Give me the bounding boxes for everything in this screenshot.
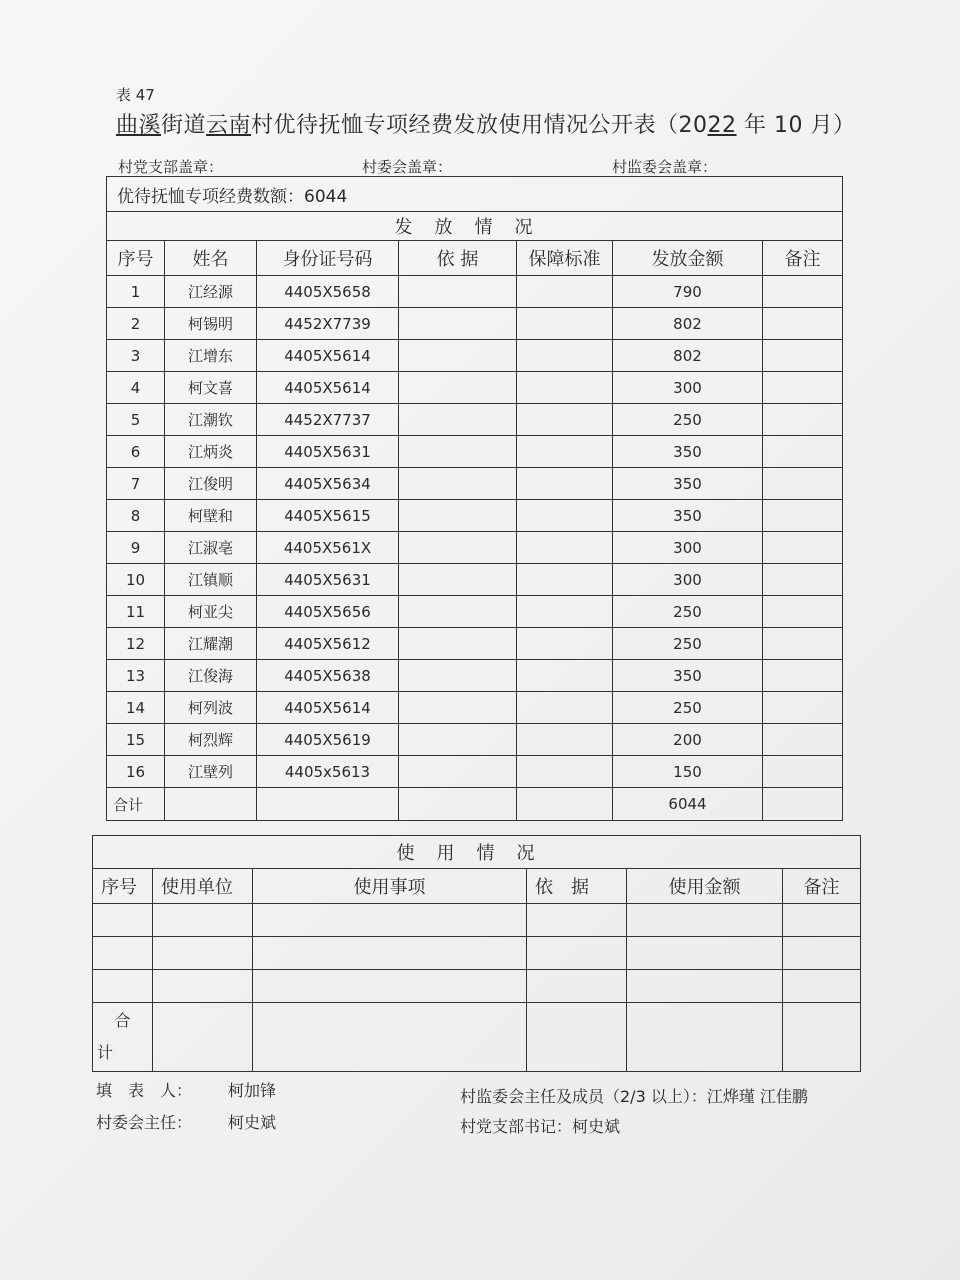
row-name: 江耀潮 <box>165 628 257 660</box>
row-remark <box>763 276 843 308</box>
row-no: 8 <box>107 500 165 532</box>
title-part-5: 22 <box>707 113 737 138</box>
row-id: 4405X5634 <box>257 468 399 500</box>
row-basis <box>399 372 517 404</box>
row-remark <box>763 436 843 468</box>
row-id: 4405X5631 <box>257 564 399 596</box>
fund-amount: 优待抚恤专项经费数额：6044 <box>107 177 843 212</box>
secretary-name: 柯史斌 <box>572 1117 621 1136</box>
row-id: 4405X5619 <box>257 724 399 756</box>
usage-total-label-top: 合 <box>114 1011 131 1030</box>
distribution-section-title: 发放情况 <box>107 212 843 241</box>
row-name: 柯壁和 <box>165 500 257 532</box>
row-basis <box>399 596 517 628</box>
row-amount: 250 <box>613 404 763 436</box>
row-name: 江增东 <box>165 340 257 372</box>
title-part-2: 街道 <box>161 113 207 138</box>
row-no: 12 <box>107 628 165 660</box>
row-basis <box>399 532 517 564</box>
row-remark <box>763 564 843 596</box>
row-id: 4405X5614 <box>257 372 399 404</box>
blank-cell <box>153 970 253 1003</box>
row-id: 4452X7737 <box>257 404 399 436</box>
row-amount: 790 <box>613 276 763 308</box>
total-empty-cell <box>763 788 843 821</box>
row-id: 4405X5656 <box>257 596 399 628</box>
blank-cell <box>783 1003 861 1072</box>
header-amount: 发放金额 <box>613 241 763 276</box>
distribution-table <box>106 176 843 821</box>
row-no: 4 <box>107 372 165 404</box>
row-remark <box>763 596 843 628</box>
total-empty-cell <box>517 788 613 821</box>
row-amount: 200 <box>613 724 763 756</box>
row-basis <box>399 436 517 468</box>
title-part-3: 云南 <box>206 113 252 138</box>
supervision-seal-label: 村监委会盖章： <box>612 158 718 176</box>
row-name: 江炳炎 <box>165 436 257 468</box>
row-basis <box>399 404 517 436</box>
row-name: 柯烈辉 <box>165 724 257 756</box>
distribution-total-label: 合计 <box>107 788 165 821</box>
row-id: 4405X5614 <box>257 340 399 372</box>
blank-cell <box>527 904 627 937</box>
total-empty-cell <box>399 788 517 821</box>
title-part-4: 村优待抚恤专项经费发放使用情况公开表（20 <box>251 113 708 138</box>
row-remark <box>763 724 843 756</box>
supervision-members: 江烨瑾 江佳鹏 <box>706 1087 808 1106</box>
usage-header-remark: 备注 <box>783 869 861 904</box>
row-id: 4405X561X <box>257 532 399 564</box>
row-name: 柯文喜 <box>165 372 257 404</box>
distribution-total-amount: 6044 <box>613 788 763 821</box>
row-name: 江俊明 <box>165 468 257 500</box>
row-remark <box>763 532 843 564</box>
row-id: 4405X5658 <box>257 276 399 308</box>
filler-line <box>96 1078 276 1101</box>
header-standard: 保障标准 <box>517 241 613 276</box>
blank-cell <box>153 1003 253 1072</box>
row-basis <box>399 628 517 660</box>
blank-cell <box>627 937 783 970</box>
title-part-1: 曲溪 <box>116 113 162 138</box>
row-amount: 300 <box>613 372 763 404</box>
director-line <box>96 1110 276 1133</box>
row-no: 10 <box>107 564 165 596</box>
blank-cell <box>153 937 253 970</box>
row-basis <box>399 692 517 724</box>
usage-table <box>92 835 861 1072</box>
blank-cell <box>93 970 153 1003</box>
usage-header-item: 使用事项 <box>253 869 527 904</box>
table-row <box>107 404 843 436</box>
blank-cell <box>93 937 153 970</box>
row-remark <box>763 660 843 692</box>
blank-cell <box>627 904 783 937</box>
header-no: 序号 <box>107 241 165 276</box>
row-id: 4405X5631 <box>257 436 399 468</box>
blank-cell <box>783 937 861 970</box>
header-remark: 备注 <box>763 241 843 276</box>
row-basis <box>399 500 517 532</box>
filler-label: 填 表 人： <box>96 1081 193 1100</box>
row-standard <box>517 308 613 340</box>
row-remark <box>763 500 843 532</box>
row-no: 5 <box>107 404 165 436</box>
row-amount: 250 <box>613 628 763 660</box>
supervision-line <box>460 1084 808 1107</box>
row-amount: 300 <box>613 532 763 564</box>
row-standard <box>517 404 613 436</box>
supervision-label: 村监委会主任及成员（2/3 以上）： <box>460 1087 707 1106</box>
blank-cell <box>527 937 627 970</box>
row-standard <box>517 532 613 564</box>
row-remark <box>763 628 843 660</box>
table-row <box>107 628 843 660</box>
blank-cell <box>627 1003 783 1072</box>
usage-section-title: 使用情况 <box>93 836 861 869</box>
row-no: 13 <box>107 660 165 692</box>
row-name: 江淑亳 <box>165 532 257 564</box>
row-standard <box>517 500 613 532</box>
row-remark <box>763 468 843 500</box>
usage-header-no: 序号 <box>93 869 153 904</box>
row-no: 1 <box>107 276 165 308</box>
table-row <box>107 468 843 500</box>
blank-cell <box>783 904 861 937</box>
header-basis: 依 据 <box>399 241 517 276</box>
total-empty-cell <box>165 788 257 821</box>
blank-cell <box>627 970 783 1003</box>
row-id: 4405x5613 <box>257 756 399 788</box>
header-id: 身份证号码 <box>257 241 399 276</box>
row-remark <box>763 404 843 436</box>
table-row <box>107 308 843 340</box>
blank-cell <box>153 904 253 937</box>
row-basis <box>399 276 517 308</box>
page-title <box>116 108 856 139</box>
table-row <box>107 372 843 404</box>
table-row <box>107 692 843 724</box>
table-row <box>107 756 843 788</box>
row-amount: 350 <box>613 468 763 500</box>
row-no: 9 <box>107 532 165 564</box>
blank-cell <box>253 970 527 1003</box>
blank-cell <box>527 970 627 1003</box>
row-amount: 350 <box>613 500 763 532</box>
director-label: 村委会主任： <box>96 1113 193 1132</box>
row-name: 江壁列 <box>165 756 257 788</box>
row-amount: 300 <box>613 564 763 596</box>
row-standard <box>517 660 613 692</box>
usage-header-basis: 依 据 <box>527 869 627 904</box>
row-remark <box>763 308 843 340</box>
row-name: 柯列波 <box>165 692 257 724</box>
row-no: 2 <box>107 308 165 340</box>
row-standard <box>517 372 613 404</box>
row-amount: 350 <box>613 436 763 468</box>
row-basis <box>399 564 517 596</box>
row-standard <box>517 596 613 628</box>
row-no: 6 <box>107 436 165 468</box>
table-row <box>107 660 843 692</box>
row-basis <box>399 308 517 340</box>
usage-blank-row <box>93 970 861 1003</box>
table-row <box>107 724 843 756</box>
row-amount: 350 <box>613 660 763 692</box>
row-remark <box>763 756 843 788</box>
row-no: 15 <box>107 724 165 756</box>
row-basis <box>399 468 517 500</box>
row-standard <box>517 756 613 788</box>
row-amount: 150 <box>613 756 763 788</box>
row-standard <box>517 628 613 660</box>
row-remark <box>763 340 843 372</box>
row-standard <box>517 276 613 308</box>
row-basis <box>399 340 517 372</box>
row-basis <box>399 756 517 788</box>
row-name: 柯锡明 <box>165 308 257 340</box>
row-basis <box>399 660 517 692</box>
row-no: 3 <box>107 340 165 372</box>
table-row <box>107 596 843 628</box>
table-row <box>107 340 843 372</box>
row-remark <box>763 692 843 724</box>
row-standard <box>517 564 613 596</box>
row-standard <box>517 340 613 372</box>
row-amount: 250 <box>613 596 763 628</box>
secretary-label: 村党支部书记： <box>460 1117 573 1136</box>
filler-name: 柯加锋 <box>228 1081 277 1100</box>
row-name: 柯亚尖 <box>165 596 257 628</box>
row-amount: 802 <box>613 308 763 340</box>
blank-cell <box>253 937 527 970</box>
distribution-rows <box>107 276 843 788</box>
usage-blank-row <box>93 904 861 937</box>
blank-cell <box>527 1003 627 1072</box>
table-number: 表 47 <box>116 86 155 104</box>
row-amount: 802 <box>613 340 763 372</box>
blank-cell <box>93 904 153 937</box>
row-name: 江经源 <box>165 276 257 308</box>
row-remark <box>763 372 843 404</box>
blank-cell <box>253 1003 527 1072</box>
blank-cell <box>783 970 861 1003</box>
row-id: 4405X5615 <box>257 500 399 532</box>
usage-header-amount: 使用金额 <box>627 869 783 904</box>
row-standard <box>517 724 613 756</box>
usage-total-label-bottom: 计 <box>97 1043 114 1062</box>
row-id: 4452X7739 <box>257 308 399 340</box>
blank-cell <box>253 904 527 937</box>
row-name: 江俊海 <box>165 660 257 692</box>
party-branch-seal-label: 村党支部盖章： <box>118 158 224 176</box>
header-name: 姓名 <box>165 241 257 276</box>
usage-total-label <box>93 1003 153 1072</box>
row-no: 14 <box>107 692 165 724</box>
row-no: 16 <box>107 756 165 788</box>
row-basis <box>399 724 517 756</box>
director-name: 柯史斌 <box>228 1113 277 1132</box>
table-row <box>107 532 843 564</box>
row-no: 11 <box>107 596 165 628</box>
row-name: 江镇顺 <box>165 564 257 596</box>
row-id: 4405X5612 <box>257 628 399 660</box>
usage-header-unit: 使用单位 <box>153 869 253 904</box>
row-amount: 250 <box>613 692 763 724</box>
title-part-6: 年 10 月） <box>736 113 856 138</box>
row-id: 4405X5614 <box>257 692 399 724</box>
village-committee-seal-label: 村委会盖章： <box>362 158 453 176</box>
row-name: 江潮钦 <box>165 404 257 436</box>
table-row <box>107 276 843 308</box>
row-standard <box>517 468 613 500</box>
row-id: 4405X5638 <box>257 660 399 692</box>
secretary-line <box>460 1114 620 1137</box>
row-no: 7 <box>107 468 165 500</box>
row-standard <box>517 436 613 468</box>
table-row <box>107 436 843 468</box>
total-empty-cell <box>257 788 399 821</box>
table-row <box>107 500 843 532</box>
row-standard <box>517 692 613 724</box>
usage-blank-row <box>93 937 861 970</box>
table-row <box>107 564 843 596</box>
